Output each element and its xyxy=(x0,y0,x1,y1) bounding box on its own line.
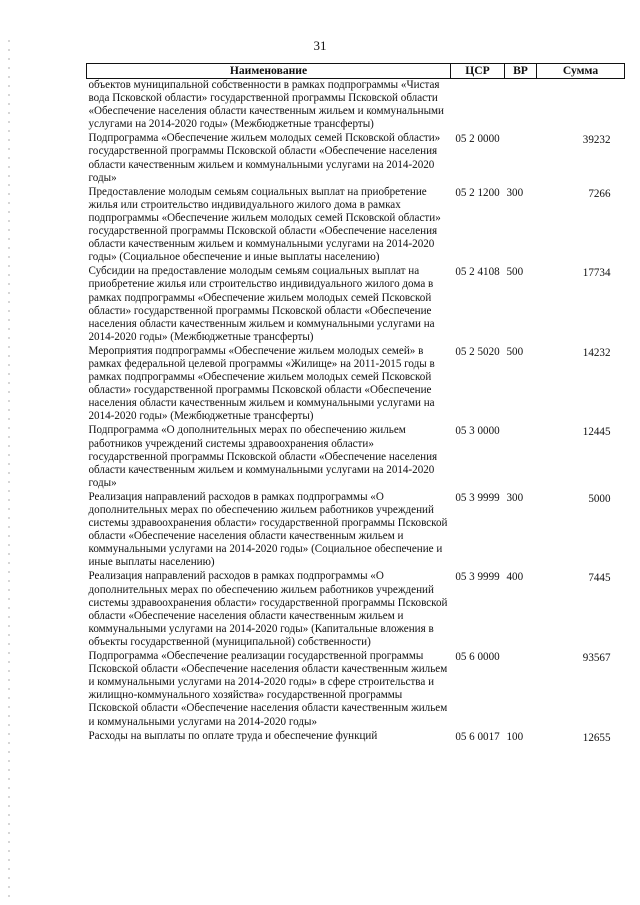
row-sum: 12655 xyxy=(582,731,611,744)
table-row xyxy=(87,186,625,266)
row-csr: 05 3 9999 xyxy=(455,491,500,504)
row-sum: 5000 xyxy=(588,492,611,505)
row-name: Субсидии на предоставление молодым семьям социальных выплат на приобретение жилья или строительство индивидуального жилого дома в рамках подпрограммы «Обеспечение жильем молодых семей Псковской области» государственной программы Псковской области «Обеспечение населения области качественным жильем и коммунальными услугами на 2014-2020 годы» (Межбюджетные трансферты) xyxy=(88,265,435,343)
header-sum: Сумма xyxy=(537,64,625,79)
row-name: Мероприятия подпрограммы «Обеспечение жильем молодых семей» в рамках федеральной целевой программы «Жилище» на 2011-2015 годы в рамках подпрограммы «Обеспечение жильем молодых семей Псковской области» государственной программы Псковской области «Обеспечение населения области качественным жильем и коммунальными услугами на 2014-2020 годы» (Межбюджетные трансферты) xyxy=(88,344,435,423)
row-name: Расходы на выплаты по оплате труда и обеспечение функций xyxy=(88,729,378,742)
table-row xyxy=(87,345,625,425)
row-csr: 05 2 1200 xyxy=(455,186,500,199)
row-vr: 300 xyxy=(506,491,524,504)
header-name: Наименование xyxy=(87,64,451,79)
row-sum: 39232 xyxy=(582,134,611,147)
row-csr: 05 3 9999 xyxy=(455,571,500,584)
row-sum: 7445 xyxy=(588,572,611,585)
row-vr xyxy=(505,650,537,730)
row-vr: 400 xyxy=(506,571,524,584)
row-csr: 05 6 0017 xyxy=(455,730,500,743)
row-csr: 05 3 0000 xyxy=(455,425,500,438)
row-name: Подпрограмма «Обеспечение реализации государственной программы Псковской области «Обеспечение населения области качественным жильем и коммунальными услугами на 2014-2020 годы» в сфере строительства и жилищно-коммунального хозяйства» государственной программы Псковской области «Обеспечение населения области качественным жильем и коммунальными услугами на 2014-2020 годы» xyxy=(88,650,448,728)
table-row xyxy=(87,650,625,730)
row-csr: 05 2 4108 xyxy=(455,266,500,279)
row-vr xyxy=(505,132,537,185)
table-row xyxy=(87,79,625,133)
scan-edge-mark xyxy=(8,40,10,900)
row-name: Реализация направлений расходов в рамках подпрограммы «О дополнительных мерах по обеспечению жильем работников учреждений системы здравоохранения области» государственной программы Псковской области «Обеспечение населения области качественным жильем и коммунальными услугами на 2014-2020 годы» (Социальное обеспечение и иные выплаты населению) xyxy=(88,490,448,569)
row-sum: 7266 xyxy=(588,187,611,200)
row-name: Предоставление молодым семьям социальных выплат на приобретение жилья или строительство индивидуального жилого дома в рамках подпрограммы «Обеспечение жильем молодых семей Псковской области» государственной программы Псковской области «Обеспечение населения области качественным жильем и коммунальными услугами на 2014-2020 годы» (Социальное обеспечение и иные выплаты населению) xyxy=(88,185,441,264)
row-vr: 500 xyxy=(506,345,524,358)
row-name: объектов муниципальной собственности в рамках подпрограммы «Чистая вода Псковской области» государственной программы Псковской области «Обеспечение населения области качественным жильем и коммунальными услугами на 2014-2020 годы» (Межбюджетные трансферты) xyxy=(88,79,444,131)
table-row xyxy=(87,570,625,650)
row-sum: 17734 xyxy=(582,267,611,280)
row-vr xyxy=(505,79,537,133)
row-sum: 12445 xyxy=(582,426,611,439)
table-row xyxy=(87,424,625,490)
row-vr xyxy=(505,424,537,490)
row-name: Подпрограмма «Обеспечение жильем молодых семей Псковской области» государственной программы Псковской области «Обеспечение населения области качественным жильем и коммунальными услугами на 2014-2020 годы» xyxy=(88,132,441,184)
row-csr: 05 2 5020 xyxy=(455,345,500,358)
row-vr: 500 xyxy=(506,266,524,279)
row-sum xyxy=(537,79,625,133)
row-sum: 14232 xyxy=(582,346,611,359)
table-row xyxy=(87,132,625,185)
header-vr: ВР xyxy=(505,64,537,79)
row-vr: 300 xyxy=(506,186,524,199)
page-number: 31 xyxy=(313,38,327,53)
table-header-row xyxy=(87,64,625,79)
row-name: Реализация направлений расходов в рамках подпрограммы «О дополнительных мерах по обеспечению жильем работников учреждений системы здравоохранения области» государственной программы Псковской области «Обеспечение населения области качественным жильем и коммунальными услугами на 2014-2020 годы» (Капитальные вложения в объекты государственной (муниципальной) собственности) xyxy=(88,570,448,648)
table-row xyxy=(87,730,625,746)
header-csr: ЦСР xyxy=(451,64,505,79)
row-csr: 05 6 0000 xyxy=(455,651,500,664)
row-sum: 93567 xyxy=(582,652,611,665)
row-vr: 100 xyxy=(506,730,524,743)
row-csr: 05 2 0000 xyxy=(455,133,500,146)
row-csr xyxy=(451,79,505,133)
table-row xyxy=(87,265,625,345)
table-row xyxy=(87,491,625,571)
row-name: Подпрограмма «О дополнительных мерах по обеспечению жильем работников учреждений системы здравоохранения области» государственной программы Псковской области «Обеспечение населения области качественным жильем и коммунальными услугами на 2014-2020 годы» xyxy=(88,424,438,489)
budget-table xyxy=(86,63,625,746)
